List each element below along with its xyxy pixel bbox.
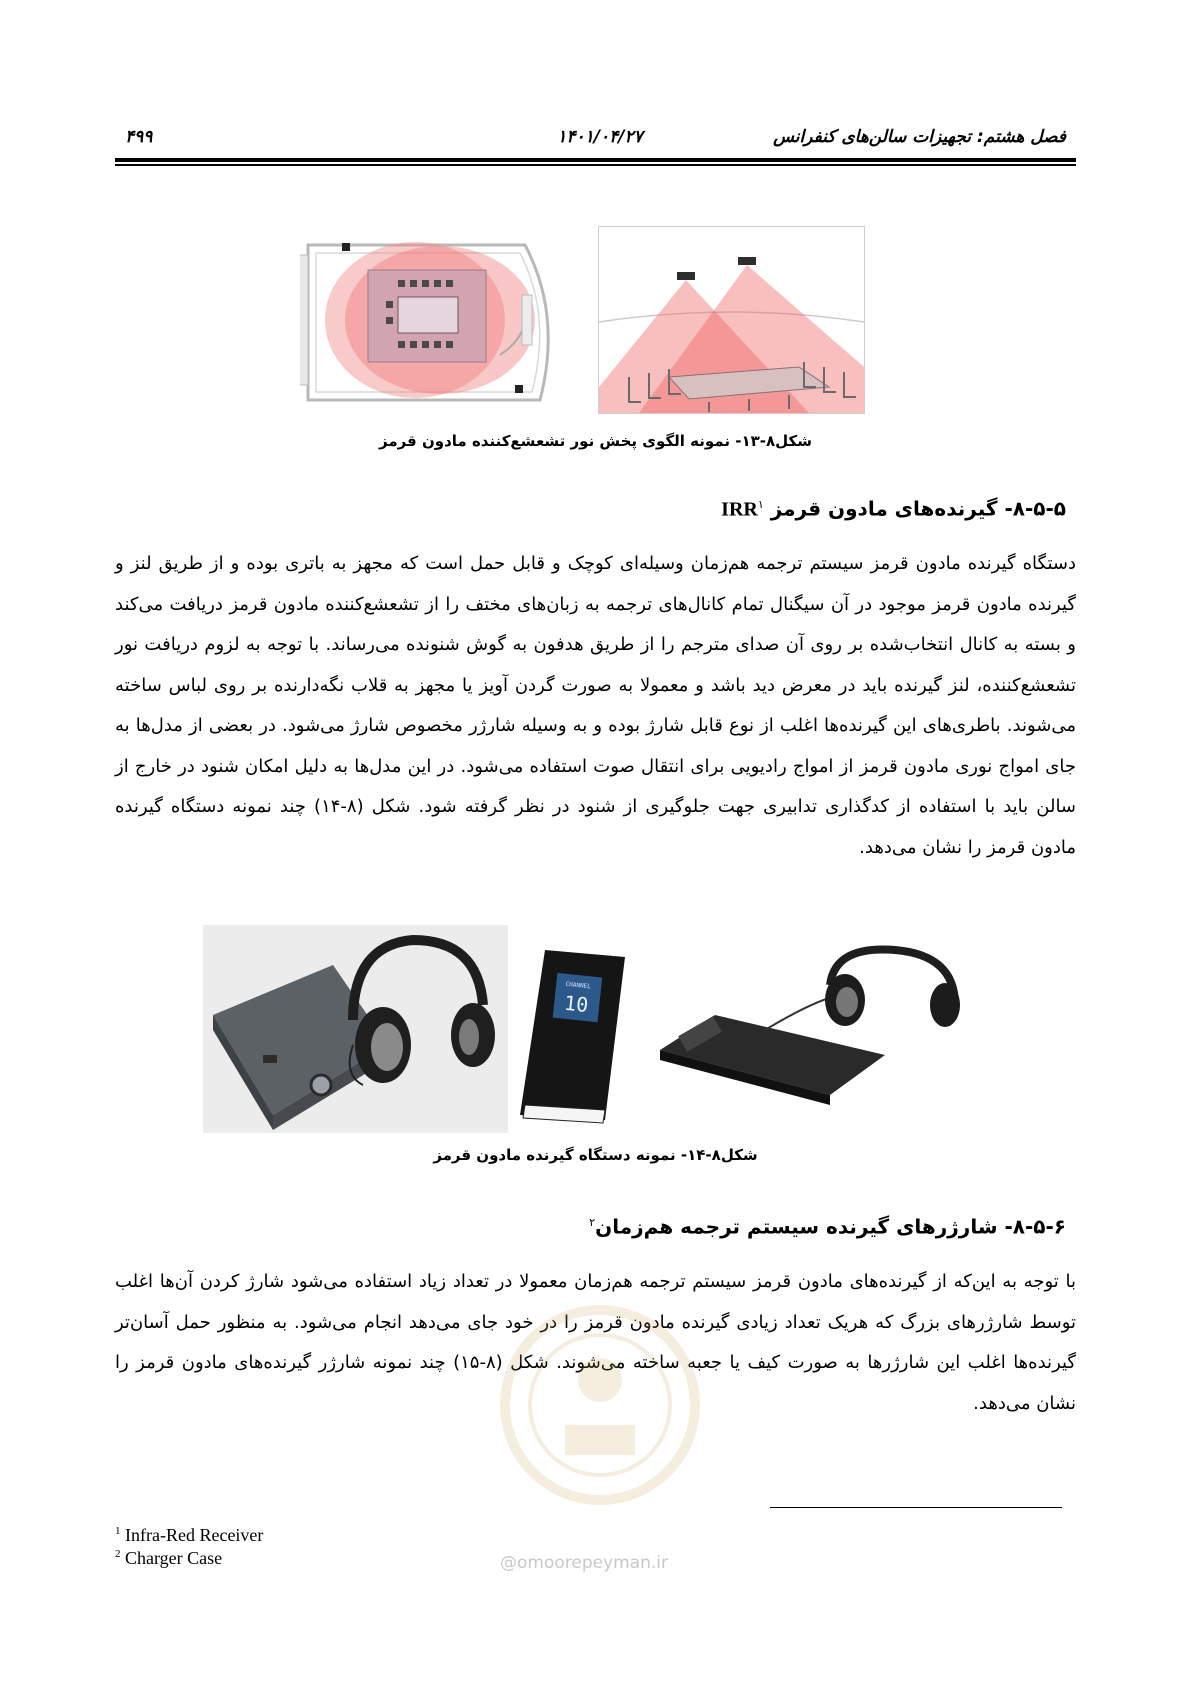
- footnote-ref-2: ۲: [589, 1216, 596, 1229]
- figure-14-receiver-photo-1: [203, 925, 508, 1133]
- receiver-with-headphones-2: [655, 945, 975, 1130]
- header-rule-thin: [115, 164, 1076, 166]
- figure-14-receiver-photo-3: [655, 945, 975, 1130]
- section-8-5-5-heading: [115, 490, 1066, 525]
- footnote-2-number: 2: [115, 1548, 121, 1560]
- footnote-ref-1: ۱: [757, 498, 764, 511]
- footnote-1-number: 1: [115, 1525, 121, 1537]
- section-8-5-5-paragraph: دستگاه گیرنده مادون قرمز سیستم ترجمه هم‌زمان وسیله‌ای کوچک و قابل حمل است که مجهز به باتری بوده و از طریق لنز و گیرنده مادون قرمز موجود در آن سیگنال تمام کانال‌های ترجمه به زبان‌های مختف را از تشعشع‌کننده مادون قرمز دریافت می‌کند و بسته به کانال انتخاب‌شده بر روی آن صدای مترجم را از طریق هدفون به گوش شنونده می‌رساند. با توجه به لزوم دریافت نور تشعشع‌کننده، لنز گیرنده باید در معرض دید باشد و معمولا به صورت گردن آویز یا مجهز به قلاب نگه‌دارنده بر روی لباس ساخته می‌شوند. باطری‌های این گیرنده‌ها اغلب از نوع قابل شارژ بوده و به وسیله شارژر مخصوص شارژ می‌شود. در بعضی از مدل‌ها به جای امواج نوری مادون قرمز از امواج رادیویی برای انتقال صوت استفاده می‌شود. در این مدل‌ها به دلیل امکان شنود در خارج از سالن باید با استفاده از کدگذاری تدابیری جهت جلوگیری از شنود در نظر گرفته شود. شکل (۸-۱۴) چند نمونه دستگاه گیرنده مادون قرمز را نشان می‌دهد.: [115, 553, 1077, 858]
- figure-14-caption: شکل۸-۱۴- نمونه دستگاه گیرنده مادون قرمز: [433, 1146, 758, 1164]
- footnote-2: [115, 1543, 222, 1570]
- device-screen-label: CHANNEL: [565, 980, 592, 991]
- footnote-2-text: Charger Case: [125, 1548, 223, 1568]
- figure-13-caption: شکل۸-۱۳- نمونه الگوی پخش نور تشعشع‌کننده مادون قرمز: [378, 432, 813, 450]
- figure-14-receiver-photo-2: [515, 945, 635, 1130]
- running-header-date: ۱۴۰۱/۰۴/۲۷: [557, 127, 643, 147]
- device-screen-channel: 10: [563, 990, 590, 1018]
- watermark-seal-logo: [495, 1295, 705, 1535]
- handheld-receiver: [515, 945, 635, 1130]
- watermark-url: @omoorepeyman.ir: [500, 1553, 669, 1573]
- section-8-5-5-title: ۸-۵-۵- گیرنده‌های مادون قرمز: [770, 496, 1066, 521]
- section-8-5-6-paragraph: با توجه به این‌که از گیرنده‌های مادون قرمز سیستم ترجمه هم‌زمان معمولا در تعداد زیاد استفاده می‌شود شارژ کردن آن‌ها اغلب توسط شارژرهای بزرگ که هریک تعداد زیادی گیرنده مادون قرمز را در خود جای می‌دهد انجام می‌شود. به منظور حمل آسان‌تر گیرنده‌ها اغلب این شارژرها به صورت کیف یا جعبه ساخته می‌شوند. شکل (۸-۱۵) چند نمونه شارژر گیرنده‌های مادون قرمز را نشان می‌دهد.: [115, 1271, 1076, 1414]
- header-rule-thick: [115, 158, 1076, 162]
- running-header-chapter: فصل هشتم: تجهیزات سالن‌های کنفرانس: [773, 127, 1066, 147]
- figure-13-3d-view: [598, 226, 865, 414]
- section-8-5-6-heading: [115, 1208, 1066, 1242]
- receiver-with-headphones-1: [203, 925, 508, 1133]
- footnote-separator: [770, 1507, 1062, 1508]
- footnote-1-text: Infra-Red Receiver: [125, 1525, 264, 1545]
- 3d-view-drawing: [599, 227, 864, 413]
- plan-view-drawing: [300, 235, 565, 410]
- page-number: ۴۹۹: [125, 127, 153, 147]
- section-8-5-5-latin: IRR: [721, 498, 758, 521]
- section-8-5-6-title: ۸-۵-۶- شارژرهای گیرنده سیستم ترجمه هم‌زمان: [595, 1214, 1066, 1239]
- figure-13-plan-view: [300, 235, 565, 410]
